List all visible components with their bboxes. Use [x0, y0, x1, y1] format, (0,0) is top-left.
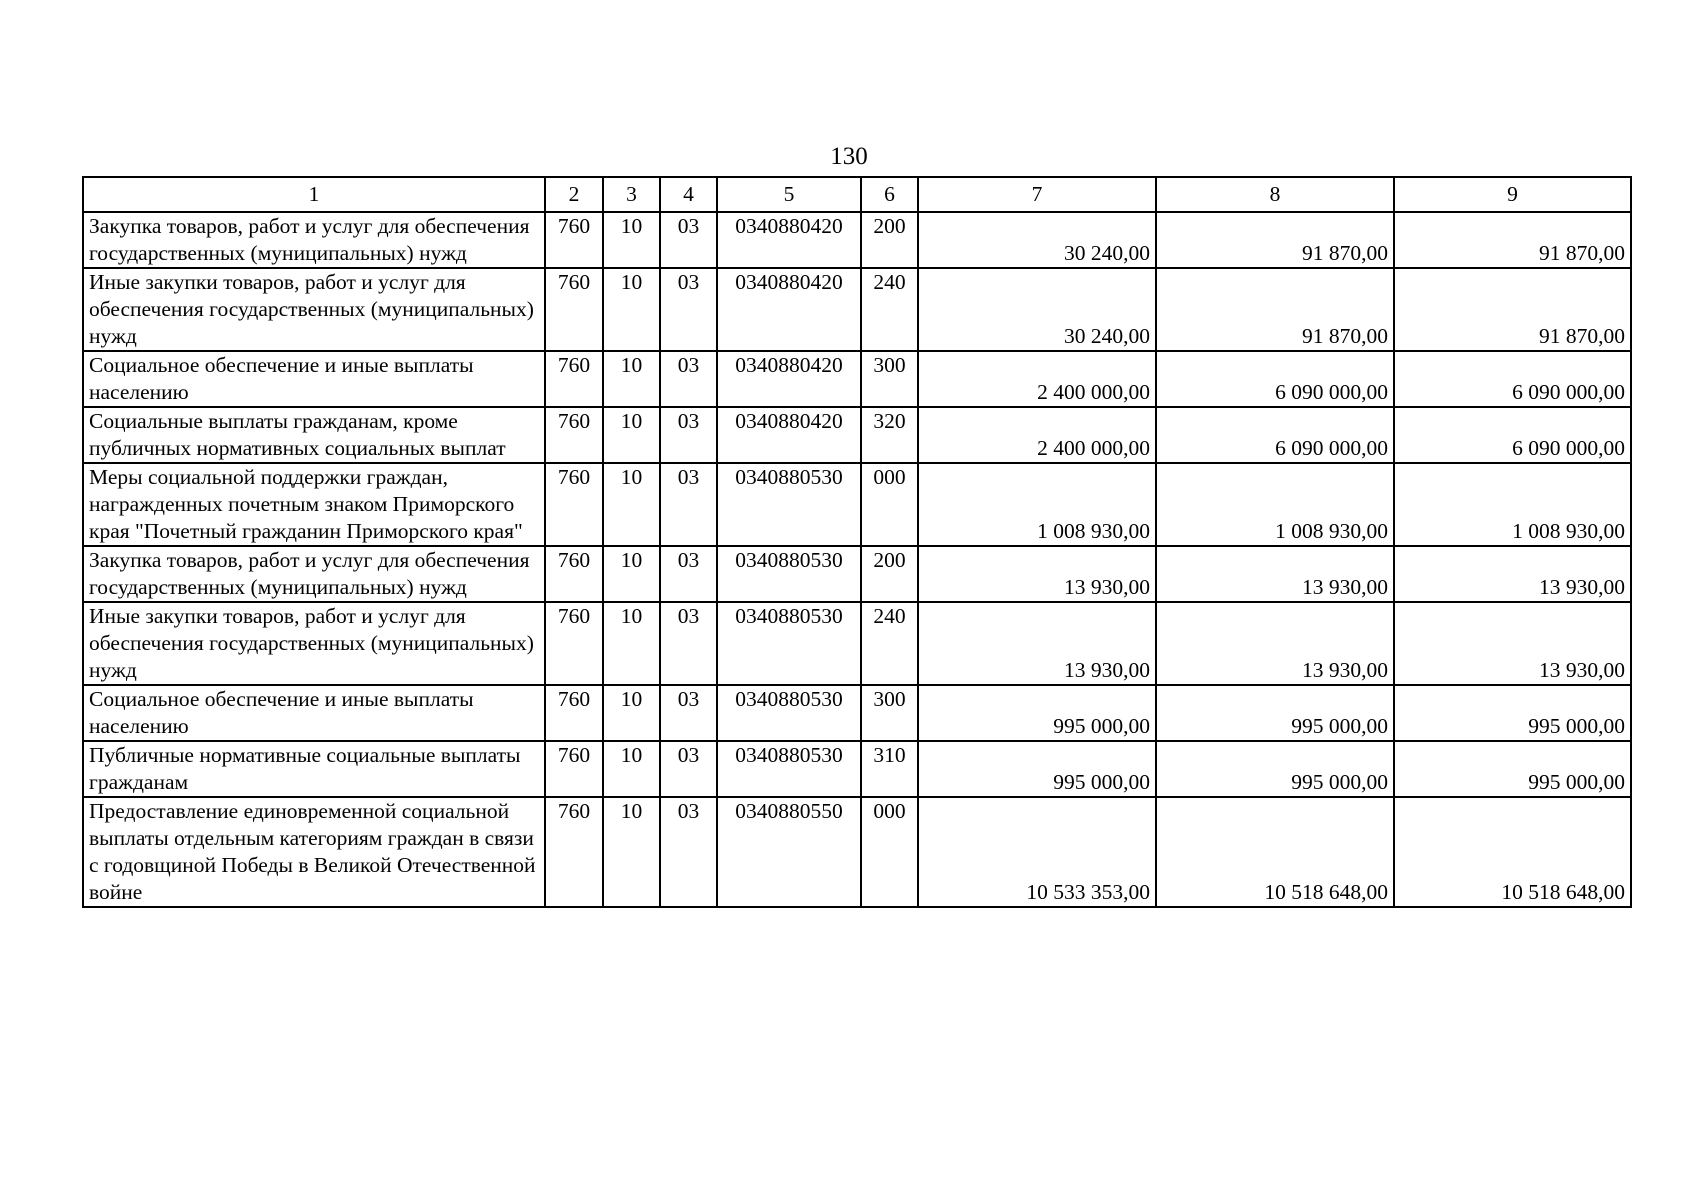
- row-amount-9: 13 930,00: [1394, 546, 1631, 602]
- header-cell: 8: [1156, 177, 1394, 212]
- row-code-2: 760: [545, 797, 603, 907]
- row-code-6: 300: [861, 351, 918, 407]
- row-code-3: 10: [603, 407, 660, 463]
- row-code-5: 0340880550: [717, 797, 861, 907]
- row-amount-9: 10 518 648,00: [1394, 797, 1631, 907]
- table-row: [83, 797, 1631, 907]
- row-code-2: 760: [545, 741, 603, 797]
- row-name: Закупка товаров, работ и услуг для обеспечения государственных (муниципальных) нужд: [83, 546, 545, 602]
- row-amount-9: 13 930,00: [1394, 602, 1631, 685]
- header-cell: 2: [545, 177, 603, 212]
- row-code-2: 760: [545, 546, 603, 602]
- row-code-5: 0340880530: [717, 602, 861, 685]
- row-code-3: 10: [603, 351, 660, 407]
- row-amount-8: 10 518 648,00: [1156, 797, 1394, 907]
- row-code-6: 000: [861, 797, 918, 907]
- row-name: Публичные нормативные социальные выплаты гражданам: [83, 741, 545, 797]
- row-code-5: 0340880530: [717, 463, 861, 546]
- row-amount-8: 91 870,00: [1156, 268, 1394, 351]
- table-row: [83, 407, 1631, 463]
- row-amount-7: 2 400 000,00: [918, 351, 1156, 407]
- row-code-6: 200: [861, 546, 918, 602]
- row-code-3: 10: [603, 463, 660, 546]
- row-code-6: 310: [861, 741, 918, 797]
- row-code-5: 0340880530: [717, 741, 861, 797]
- row-code-2: 760: [545, 407, 603, 463]
- row-code-4: 03: [660, 741, 717, 797]
- page-number: 130: [830, 143, 868, 170]
- row-amount-7: 995 000,00: [918, 685, 1156, 741]
- row-amount-8: 995 000,00: [1156, 741, 1394, 797]
- header-cell: 3: [603, 177, 660, 212]
- row-name: Закупка товаров, работ и услуг для обеспечения государственных (муниципальных) нужд: [83, 212, 545, 268]
- row-amount-9: 995 000,00: [1394, 685, 1631, 741]
- row-name: Предоставление единовременной социальной выплаты отдельным категориям граждан в связи с годовщиной Победы в Великой Отечественной войне: [83, 797, 545, 907]
- row-name: Социальное обеспечение и иные выплаты населению: [83, 685, 545, 741]
- row-code-4: 03: [660, 407, 717, 463]
- row-code-4: 03: [660, 212, 717, 268]
- row-code-3: 10: [603, 212, 660, 268]
- row-code-5: 0340880530: [717, 546, 861, 602]
- row-amount-8: 91 870,00: [1156, 212, 1394, 268]
- table-row: [83, 268, 1631, 351]
- row-code-3: 10: [603, 797, 660, 907]
- row-amount-9: 995 000,00: [1394, 741, 1631, 797]
- row-amount-8: 13 930,00: [1156, 602, 1394, 685]
- row-code-2: 760: [545, 351, 603, 407]
- table-row: [83, 741, 1631, 797]
- row-name: Меры социальной поддержки граждан, награжденных почетным знаком Приморского края "Почетный гражданин Приморского края": [83, 463, 545, 546]
- header-cell: 4: [660, 177, 717, 212]
- row-name: Иные закупки товаров, работ и услуг для обеспечения государственных (муниципальных) нужд: [83, 602, 545, 685]
- row-code-2: 760: [545, 685, 603, 741]
- row-code-4: 03: [660, 463, 717, 546]
- table-row: [83, 463, 1631, 546]
- row-code-4: 03: [660, 797, 717, 907]
- row-code-5: 0340880420: [717, 407, 861, 463]
- row-code-6: 240: [861, 268, 918, 351]
- row-amount-8: 995 000,00: [1156, 685, 1394, 741]
- row-code-4: 03: [660, 602, 717, 685]
- row-code-3: 10: [603, 741, 660, 797]
- header-row: [83, 177, 1631, 212]
- row-amount-9: 6 090 000,00: [1394, 407, 1631, 463]
- table-body: [83, 212, 1631, 907]
- row-code-5: 0340880420: [717, 351, 861, 407]
- header-cell: 9: [1394, 177, 1631, 212]
- row-code-3: 10: [603, 546, 660, 602]
- row-amount-8: 13 930,00: [1156, 546, 1394, 602]
- row-code-4: 03: [660, 351, 717, 407]
- row-amount-7: 13 930,00: [918, 602, 1156, 685]
- row-code-2: 760: [545, 212, 603, 268]
- row-amount-9: 91 870,00: [1394, 212, 1631, 268]
- row-amount-7: 995 000,00: [918, 741, 1156, 797]
- header-cell: 5: [717, 177, 861, 212]
- row-code-4: 03: [660, 546, 717, 602]
- row-code-4: 03: [660, 268, 717, 351]
- row-code-6: 200: [861, 212, 918, 268]
- row-amount-7: 2 400 000,00: [918, 407, 1156, 463]
- row-code-3: 10: [603, 685, 660, 741]
- row-amount-7: 13 930,00: [918, 546, 1156, 602]
- row-amount-8: 1 008 930,00: [1156, 463, 1394, 546]
- row-code-5: 0340880530: [717, 685, 861, 741]
- row-code-2: 760: [545, 463, 603, 546]
- row-code-3: 10: [603, 268, 660, 351]
- row-amount-7: 1 008 930,00: [918, 463, 1156, 546]
- header-cell: 1: [83, 177, 545, 212]
- row-name: Социальные выплаты гражданам, кроме публичных нормативных социальных выплат: [83, 407, 545, 463]
- row-code-4: 03: [660, 685, 717, 741]
- row-name: Иные закупки товаров, работ и услуг для обеспечения государственных (муниципальных) нужд: [83, 268, 545, 351]
- row-code-5: 0340880420: [717, 212, 861, 268]
- row-code-2: 760: [545, 268, 603, 351]
- row-amount-8: 6 090 000,00: [1156, 351, 1394, 407]
- row-name: Социальное обеспечение и иные выплаты населению: [83, 351, 545, 407]
- row-code-2: 760: [545, 602, 603, 685]
- table-row: [83, 685, 1631, 741]
- row-amount-7: 30 240,00: [918, 268, 1156, 351]
- row-amount-7: 10 533 353,00: [918, 797, 1156, 907]
- row-amount-9: 6 090 000,00: [1394, 351, 1631, 407]
- header-cell: 6: [861, 177, 918, 212]
- header-cell: 7: [918, 177, 1156, 212]
- table-row: [83, 546, 1631, 602]
- table-row: [83, 351, 1631, 407]
- budget-table: [82, 176, 1632, 908]
- table-row: [83, 602, 1631, 685]
- row-code-6: 300: [861, 685, 918, 741]
- row-code-5: 0340880420: [717, 268, 861, 351]
- row-amount-9: 91 870,00: [1394, 268, 1631, 351]
- row-code-6: 240: [861, 602, 918, 685]
- row-amount-7: 30 240,00: [918, 212, 1156, 268]
- row-code-3: 10: [603, 602, 660, 685]
- row-amount-9: 1 008 930,00: [1394, 463, 1631, 546]
- row-code-6: 000: [861, 463, 918, 546]
- row-code-6: 320: [861, 407, 918, 463]
- table-row: [83, 212, 1631, 268]
- row-amount-8: 6 090 000,00: [1156, 407, 1394, 463]
